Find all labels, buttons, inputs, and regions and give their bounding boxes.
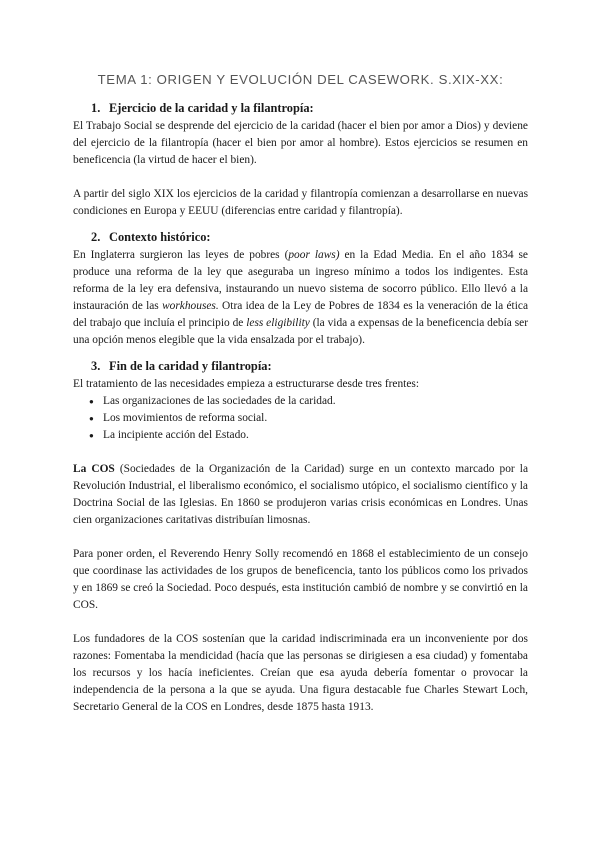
- section-number: 1.: [91, 101, 101, 115]
- document-page: [73, 72, 528, 716]
- bullet-list: [73, 393, 528, 444]
- italic-term: less eligibility: [246, 317, 310, 329]
- section-number: 2.: [91, 230, 101, 244]
- section-heading-text: Contexto histórico:: [109, 230, 211, 244]
- paragraph: La COS (Sociedades de la Organización de la Caridad) surge en un contexto marcado por la Revolución Industrial, el liberalismo económico, el socialismo utópico, el socialismo científico y la Doctrina Social de las Iglesias. En 1860 se produjeron varias crisis económicas en Londres. Unas cien organizaciones caritativas distribuían limosnas.: [73, 463, 528, 526]
- section-3-heading: [73, 359, 528, 374]
- section-2-heading: [73, 230, 528, 245]
- paragraph: Los fundadores de la COS sostenían que la caridad indiscriminada era un inconveniente por dos razones: Fomentaba la mendicidad (hacía que las personas se dirigiesen a esa ciudad) y fomentaba los recursos y los hacía ineficientes. Creían que esa ayuda debería fomentar o provocar la independencia de la persona a la que se ayuda. Una figura destacable fue Charles Stewart Loch, Secretario General de la COS en Londres, desde 1875 hasta 1913.: [73, 633, 528, 713]
- paragraph: A partir del siglo XIX los ejercicios de la caridad y filantropía comienzan a desarrollarse en nuevas condiciones en Europa y EEUU (diferencias entre caridad y filantropía).: [73, 188, 528, 217]
- italic-term: poor laws): [288, 249, 340, 261]
- paragraph: El tratamiento de las necesidades empieza a estructurarse desde tres frentes:: [73, 378, 419, 390]
- italic-term: workhouses.: [162, 300, 219, 312]
- list-item: ● Las organizaciones de las sociedades de la caridad.: [73, 393, 528, 410]
- section-number: 3.: [91, 359, 101, 373]
- document-title: TEMA 1: ORIGEN Y EVOLUCIÓN DEL CASEWORK. S.XIX-XX:: [97, 72, 504, 87]
- list-item: ● La incipiente acción del Estado.: [73, 427, 528, 444]
- section-1-heading: [73, 101, 528, 116]
- bold-lead: La COS: [73, 463, 115, 475]
- paragraph: El Trabajo Social se desprende del ejercicio de la caridad (hacer el bien por amor a Dios) y deviene del ejercicio de la filantropía (hacer el bien por amor al hombre). Estos ejercicios se resumen en beneficencia (la virtud de hacer el bien).: [73, 120, 528, 166]
- section-heading-text: Fin de la caridad y filantropía:: [109, 359, 272, 373]
- list-item: ● Los movimientos de reforma social.: [73, 410, 528, 427]
- paragraph: En Inglaterra surgieron las leyes de pobres (poor laws) en la Edad Media. En el año 1834 se produce una reforma de la ley que aseguraba un ingreso mínimo a todos los indigentes. Esta reforma de la ley era defensiva, instaurando un nuevo sistema de socorro público. Ello llevó a la instauración de las workhouses. Otra idea de la Ley de Pobres de 1834 es la veneración de la ética del trabajo que incluía el principio de less eligibility (la vida a expensas de la beneficencia debía ser una opción menos elegible que la vida ensalzada por el trabajo).: [73, 249, 528, 346]
- section-heading-text: Ejercicio de la caridad y la filantropía:: [109, 101, 314, 115]
- paragraph: Para poner orden, el Reverendo Henry Solly recomendó en 1868 el establecimiento de un consejo que coordinase las actividades de los grupos de beneficencia, tanto los públicos como los privados y en 1869 se creó la Sociedad. Poco después, esta institución cambió de nombre y se convirtió en la COS.: [73, 548, 528, 611]
